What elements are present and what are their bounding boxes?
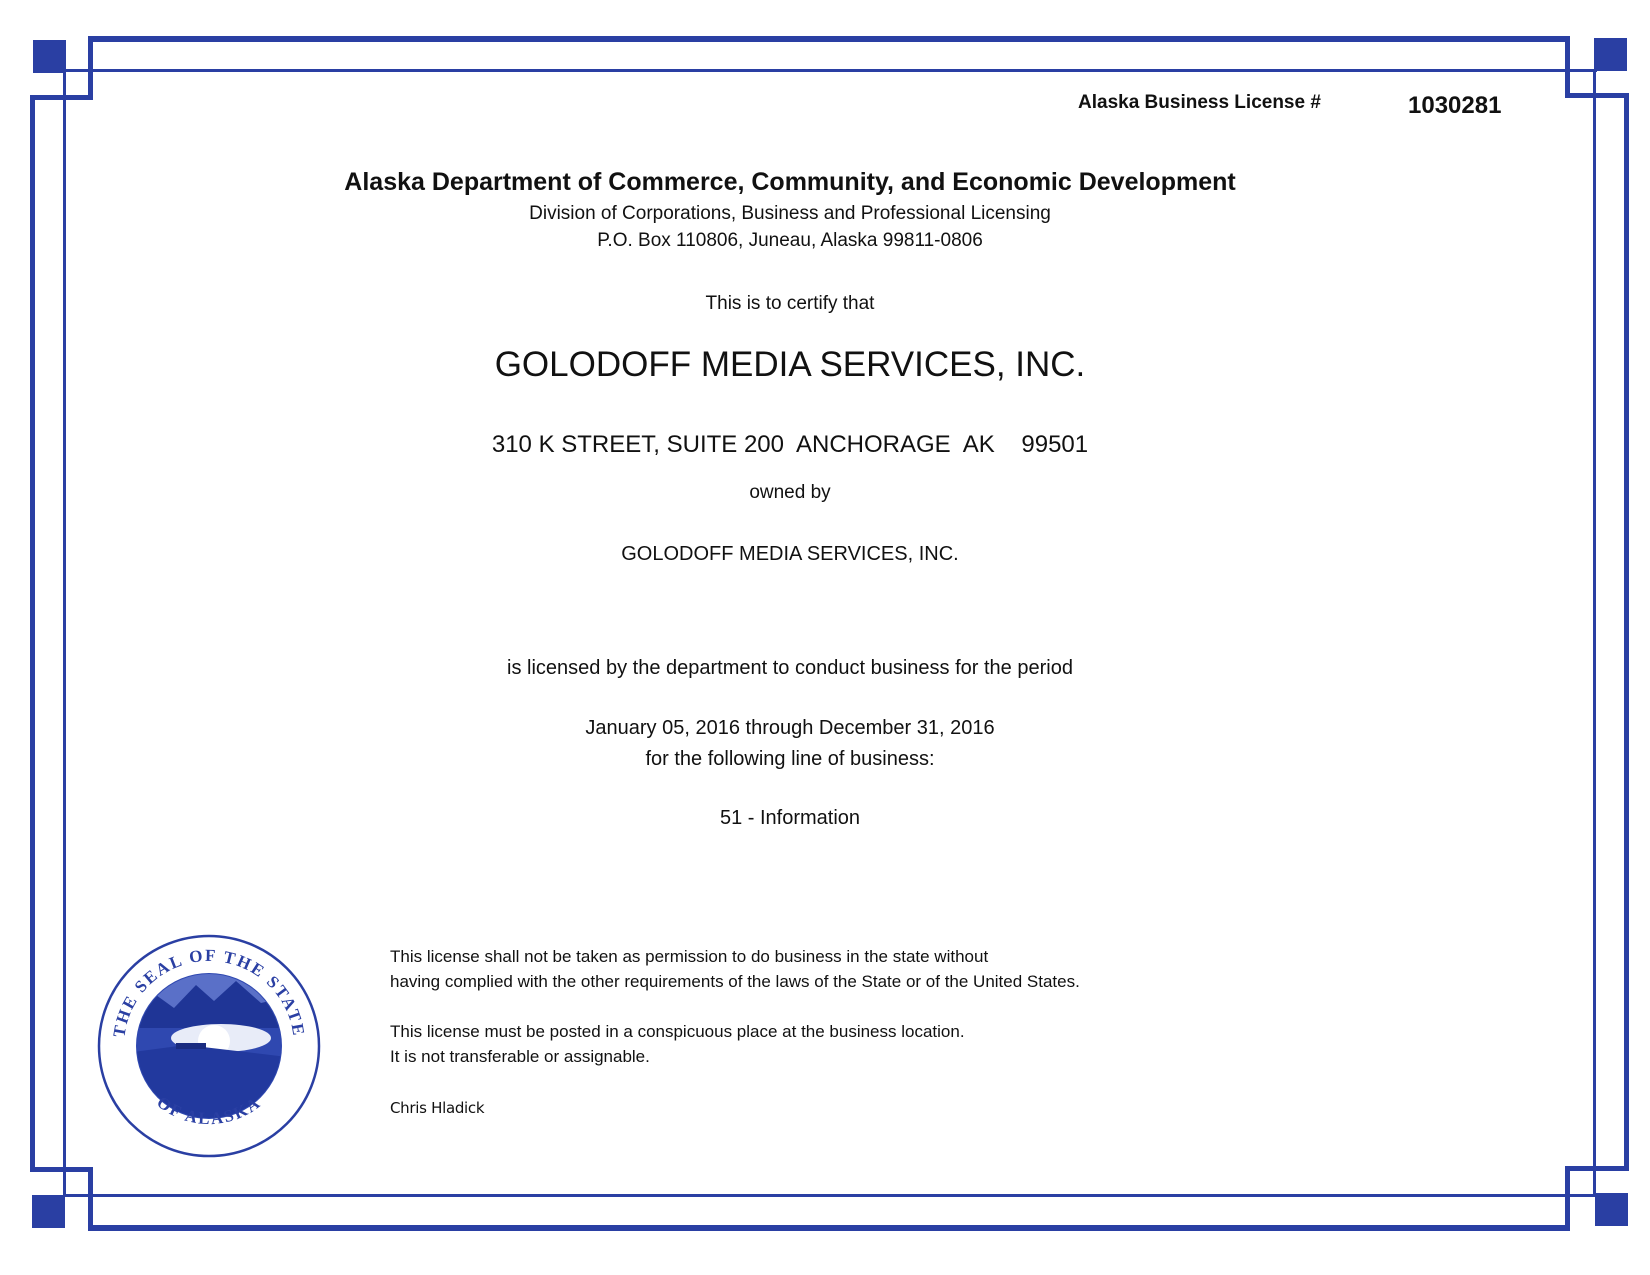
- corner-square-br: [1595, 1193, 1628, 1226]
- corner-square-bl: [32, 1195, 65, 1228]
- certify-text: This is to certify that: [705, 293, 875, 314]
- licensed-text: is licensed by the department to conduct business for the period: [507, 657, 1073, 679]
- notice-permission-line1: This license shall not be taken as permission to do business in the state without: [390, 947, 989, 966]
- seal-top-text: THE SEAL OF THE STATE: [109, 945, 309, 1039]
- owner-name: GOLODOFF MEDIA SERVICES, INC.: [621, 543, 959, 565]
- seal-bottom-text: OF ALASKA: [153, 1092, 265, 1129]
- business-name: GOLODOFF MEDIA SERVICES, INC.: [494, 345, 1086, 384]
- owned-by-text: owned by: [749, 482, 831, 503]
- notice-posting-line1: This license must be posted in a conspicuous place at the business location.: [390, 1022, 965, 1041]
- division-name: Division of Corporations, Business and Professional Licensing: [529, 203, 1051, 224]
- signatory-name: Chris Hladick: [390, 1099, 485, 1117]
- line-of-business: 51 - Information: [719, 807, 861, 829]
- license-label: Alaska Business License #: [1078, 92, 1321, 113]
- business-address: 310 K STREET, SUITE 200 ANCHORAGE AK 99501: [491, 431, 1089, 458]
- department-heading: Alaska Department of Commerce, Community, and Economic Development: [344, 168, 1236, 196]
- alaska-state-seal: [96, 933, 322, 1159]
- corner-square-tl: [33, 40, 66, 73]
- department-address: P.O. Box 110806, Juneau, Alaska 99811-0806: [597, 230, 983, 251]
- notice-permission-line2: having complied with the other requirements of the laws of the State or of the United States.: [390, 972, 1080, 991]
- corner-square-tr: [1594, 38, 1627, 71]
- license-number: 1030281: [1408, 92, 1502, 119]
- license-period: January 05, 2016 through December 31, 2016: [585, 717, 995, 739]
- line-of-business-intro: for the following line of business:: [645, 748, 935, 770]
- notice-posting-line2: It is not transferable or assignable.: [390, 1047, 650, 1066]
